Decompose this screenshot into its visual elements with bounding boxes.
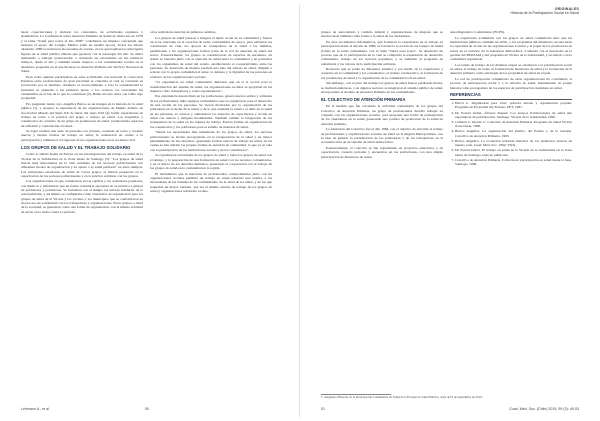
reference-item: 2. De Ferrari Isabel, Álvarez Raquel. Los Grupos Poblacionales de salud una experiencia de participación. Santiago: Vicaría de la Solidaridad, 1990. (455, 111, 572, 120)
right-page-column-1 (321, 30, 443, 390)
left-page-number: 50 (145, 406, 149, 411)
running-header (510, 7, 579, 16)
paragraph: El instrumento que la inserción de profesionales comprometidos junto con las organizaciones sociales permitió un trabajo en salud solidario que resultó, a las necesidades de las familias de las comunidades, de la salud de los niños, y de los que requerían un mayor cuidado, que era el mismo sentido de trabajo de los grupos de salud y organizaciones solidarias locales. (150, 171, 272, 194)
footnote-rule (321, 394, 391, 395)
paragraph: "La experiencia en salud comunitaria demostró que en sí la acción para la transformación del sistema de salud, las organizaciones sociales se apoyaban en las mujeres como trabajadoras y como organizadoras". (150, 80, 272, 93)
right-page-footer-journal: Cuad. Méd. Soc. (Chile) 2019, 59 (3): 49-53 (509, 406, 579, 411)
paragraph: Esa experiencia desarrollada en las poblaciones, generó nuevos estilos y actitudes de las profesionales, hubo equipos comunitarios que se organizaron para el desarrollo de una acción de las personas. Se vieron motivadas por la organización de los pobladores en la lucha de la salud, y de lo que entendía la salud o el daño en la salud de las personas; se crearon y aumentaron los espacios de capacitación y acción en salud con nuevas y antiguas modalidades. También cambió la integración de los trabajadores de la salud en los lugares de trabajo. Fueron formas de organización de los consultorios y los pobladores para el estudio de materias de salud. (150, 94, 272, 129)
paragraph: Se logró realizar una serie de jornadas con jóvenes, contando en torno y creando nuevas y fuertes formas de trabajo en salud, la ordenación en cuanto a la participación y también el rol regional de las organizaciones en la sociedad civil. (21, 129, 143, 142)
paragraph: Como lo señaló Isabel de Ferrari en sus investigaciones del trabajo en salud de la Vicaría de la Solidaridad en la Zona Oeste de Santiago (5): "Los grupos de salud fueron muy importantes en la vida cotidiana de los sectores poblacionales con diferentes modos de organización y su aporte a la salud primaria" en estos tiempos. Las principales estaciones de salud de varios grupos se habían preparado en la capacitación de los sectores poblacionales y en la práctica solidaria con los grupos. (21, 152, 143, 178)
reference-item: 5. Barros Angélica. La evolución solidaria histórica de los sindicatos obreros de nuestro país. Cuad. Méd. Soc. 1992; 33(3). (455, 139, 572, 148)
paragraph: En la medida que fue creciendo la actividad comunitaria de los grupos del Colectivo de Atención Primaria, un grupo de profesionales decidió trabajar en conjunto con las organizaciones sociales, para proponer una forma de participación de los ciudadanos en la salud, generando una política de promoción de la salud en atención primaria. (321, 104, 443, 126)
paragraph: otros realizaban atención de primeros auxilios. (150, 30, 217, 34)
paragraph: En esos documentos informativos, que formaron la experiencia en el trabajo en participación desde la década de 1980, se fortaleció la acción de los Grupos de Salud (GSO) en la salud comunitaria, con el lema "Salud para todos". Se desarrolló un proceso que de la participación en la cual se compartía la experiencia de desarrollo comunitario, trabajo de los sectores populares, y se sumaban al programa de enfermería y los valores de la participación solidaria. (321, 39, 443, 66)
reference-item: 7. Colectivo de Atención Primaria. Cómo hacer participación en salud desde la base. Santiago, 1990. (455, 158, 572, 167)
paragraph: Era preguntar desde cuyo Angélica Barros es un margen en la historia de la salud pública (1), y receptor la experiencia de las organizaciones de Mundo Abierto de Asociación Mundo del Siglo XX de inicio del siglo XXI (4), hallar experiencias de trabajo en torno a la práctica del grupo o trabajo en salud. Los hospitales y consultorios de contexto de un grupo de promotores de salud, promoviendo espacios de reflexión y capacitación en salud. (21, 101, 143, 128)
paragraph: Se organizaron actividades de los grupos de salud y todos los grupos de salud con el tiempo, y la preparación de una formación en salud con los recursos comunitarios, y en el marco de los derechos humanos; generando la cooperación con el trabajo de los grupos de salud en la comunidad en la región. (150, 153, 272, 171)
header-article-title: Historia de la Participación Social en Salud (510, 11, 579, 16)
paragraph: La red de participación comunitaria de estas organizaciones ha contribuido al proceso de participación social y a la reforma de salud, manteniendo su propia historia como protagonista de los espacios de participación ciudadana en salud. (450, 77, 572, 90)
reference-item: 4. Barros Angélica. La organización del Pueblo, del Estado y de la Gestión. Colectivo de Atención Primaria. 1993. (455, 129, 572, 138)
references-list (450, 101, 572, 167)
paragraph: La experiencia acumulada con los grupos de salud comunitaria hizo que las instituciones públicas, también las ONG, y los programas del ministerio reconocieran la capacidad de acción de las organizaciones sociales y el papel de los promotores de salud, en el contexto de la transición democrática. Comenzó con el desarrollo en la gestión del PROSAM y del programa de Vicaría de la Solidaridad, y su trabajo con la comunidad organizada. (450, 35, 572, 62)
paragraph: Recuerdo que se podía de diferentes estudios y por medio de la experiencia y acuerdos en la comunidad y los consultorios, el trabajo colaborativo, la formación de los promotores de salud y la organización de la comunidad local en salud. (321, 67, 443, 80)
right-page (300, 0, 600, 421)
paragraph: "Desde las necesidades más inmediatas de los grupos de salud, los sectores poblacionales se hacían protagonistas en la recuperación de la salud y en mayor entendimiento de sus derechos, generando formas nuevas de trabajo en salud, de las cuales se han nutrido las propias formas de atención en comunidad, lo que ya se veía con la participación de las instituciones locales y de los consultorios". (150, 130, 272, 152)
right-page-number: 51 (321, 406, 325, 411)
footnote: 1. Asignatura Historia de la Participación Comunitaria en Salud de la Escuela de Salud Pública, clase del 9 de septiembre de 2019. (321, 395, 483, 400)
left-page-footer-author: Lehmann A., et al. (21, 406, 50, 411)
left-page-column-1 (21, 30, 143, 215)
right-page-column-2 (450, 30, 572, 390)
paragraph: Posteriormente, el colectivo se fue organizando en proyectos educativos y de capacitación, creando jornadas y encuentros en las poblaciones, con una amplia participación de monitores de salud. (321, 145, 443, 159)
references-rule (450, 99, 572, 100)
paragraph: Eran todos quienes participaban en estas actividades con nacional le convocaría Estamos entre profesionales de gran prioridad se cristaliza el cual se construía su reconocido por el Instituto, afirmado el reconocimiento a sólo la voluntariedad la inclusión se apuntaba a las primeras horas, a los vecinos, las sociedades las cuadernillas en el bus de lo que le conviniese (2). Había un todo antes con Chile algo propiedad. (21, 74, 143, 101)
paragraph: hacer capacitaciones y elaborar los contenidos, de actividades regulares y sistemáticas. La Conferencia sobre Atención Primaria de Salud de Alma Ata de 1978 y el lema "Salud para todos al año 2000" contribuían un impulso conceptual que sustentó el apoyo del Colegio Médico (alba en aquella época). Todos los líderes alrededor 1980 se indicaron las escuelas de verano, en las que bajaban los principales figuras de la salud pública chilena que gestaron con la estrategia dal año. Se sintió mantenido a trabajar perseveradas o revisando las prioridades en sus primeros tiempos, desde el año y también tenían respecto a las comunidades locales en el desenlace programa en el que hicieron la Atención Primaria del Servicio Nacional de Salud. (21, 30, 143, 74)
references-heading: REFERENCIAS (450, 92, 481, 98)
paragraph: Los grupos de salud pasaron a integrar el tejido social de su comunidad y fueron un actor relevante en la creación de redes comunitarias de apoyo, para enfrentar las condiciones de vida, los apoyos de trabajadores de la salud a las familias, permitiendo a las organizaciones formar parte de la red de atención de salud del sector. Posteriormente, los grupos se constituyeron en espacios de encuentro, en donde se buscaba junto con la atención de salud entre la comunidad y en particular con los organismos de salud del estado, estableciendo el cooperativismo entre las personas. Se desarrolló de manera paralela una idea del trabajo en salud, dirigido a relevar con la propia comunidad el saber, la defensa y la dignidad de las personas en el marco de las organizaciones sociales. (150, 35, 272, 79)
section-heading: EL COLECTIVO DE ATENCIÓN PRIMARIA (321, 97, 406, 103)
section-heading: LOS GRUPOS DE SALUD Y EL TRABAJO SOLIDARIO (21, 145, 131, 151)
reference-item: 3. Celedón C, Oyarzo C. Colectivo de Atención Primaria. Programa de Salud Vicaría Zona Oeste, 1990. (455, 120, 572, 129)
paragraph: Las organizaciones en que comenzaron en las capillas y los comedores populares, con médicos y enfermeras que en forma voluntaria apoyaban en su práctica a grupos de pobladores y pobladoras. Se revisaban con el tiempo las labores solidarias de la salud primaria, y así mismo se configuraba como alternativa de organización para los grupos de salud de la Vicaría y los vecinos y los municipios que se conformaron en un proceso de solidaridad con los trabajadores y organizaciones. Estos grupos, a nivel de la sociedad, se generaron como una forma de organización, con la misma voluntad de servir en la lucha contra la pobreza. (21, 179, 143, 214)
paragraph: Sin embargo, con el paso del tiempo los grupos de salud fueron perdiendo fuerza, se institucionalizaron, y en algunos sectores se integraron al sistema público de salud, incorporando el modelo de Atención Primaria en las comunidades. (321, 81, 443, 95)
reference-item: 1. Hatch C. Organizarse para vivir: pobreza urbana y organización popular. Programa de Economía del Trabajo, PET, 1987. (455, 101, 572, 110)
left-page-column-2 (150, 30, 272, 195)
header-section-label: ORIGINALES (554, 7, 579, 11)
paragraph: grupos de autocuidado y cuidado infantil y organizaciones de mujeres que se involucraron también como forma a la salud de los ciudadanos. (321, 30, 443, 39)
paragraph: Autodiagnóstico Comunitario (ECPS). (450, 30, 505, 34)
paragraph: Los temas de trabajo de las distintas etapas se orientaron a la participación social en salud, el trabajo en redes, la formación de monitores de salud y la evaluación de la atención primaria como estrategia de los programas de salud en el país. (450, 62, 572, 76)
paragraph: La fundación del Colectivo fue el año 1984, con el objetivo de articular el trabajo de profesionales y organizaciones sociales de salud en la Región Metropolitana, con la idea de generar la participación de los pobladores y de los trabajadores en la reconstrucción de un sistema de salud democrático. (321, 127, 443, 145)
reference-item: 6. De Ferrari Isabel. El trabajo en salud de la Vicaría de la Solidaridad en la Zona Oeste de Santiago, tesis no publicada. (455, 148, 572, 157)
